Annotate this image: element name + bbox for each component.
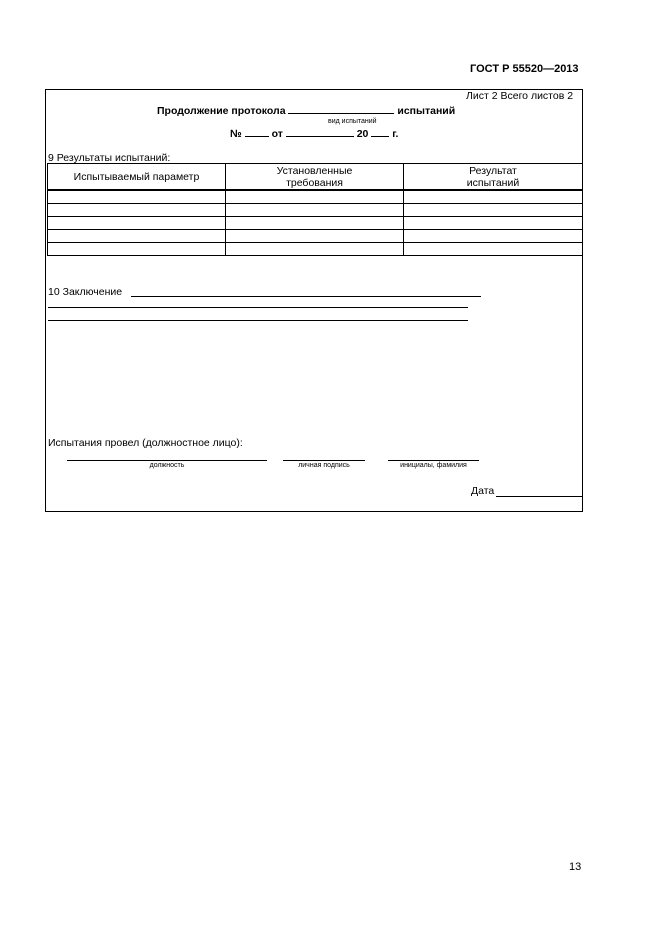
sheet-info: Лист 2 Всего листов 2 [466, 90, 574, 102]
table-cell [226, 230, 404, 243]
header-requirements [226, 164, 404, 191]
name-caption: инициалы, фамилия [400, 462, 467, 469]
date-line [496, 496, 582, 497]
table-cell [226, 243, 404, 256]
conclusion-line-3 [48, 320, 468, 321]
results-section-title: 9 Результаты испытаний: [48, 152, 171, 164]
signature-caption: личная подпись [298, 462, 350, 469]
table-cell [48, 190, 226, 204]
table-cell [404, 204, 583, 217]
header-parameter [48, 164, 226, 191]
header-parameter-label: Испытываемый параметр [73, 170, 200, 183]
tested-by-label: Испытания провел (должностное лицо): [48, 437, 243, 449]
number-blank [245, 126, 269, 137]
table-row [48, 217, 583, 230]
signature-line [283, 460, 365, 461]
conclusion-line-1 [131, 296, 481, 297]
table-row [48, 243, 583, 256]
table-cell [226, 204, 404, 217]
table-cell [226, 217, 404, 230]
date-label: Дата [471, 485, 495, 497]
protocol-title-line [157, 103, 455, 117]
header-result-line1: Результат [469, 164, 517, 177]
year-blank [371, 126, 389, 137]
table-cell [404, 243, 583, 256]
table-row [48, 190, 583, 204]
table-row [48, 204, 583, 217]
table-row [48, 230, 583, 243]
position-caption: должность [149, 462, 185, 469]
name-line [388, 460, 479, 461]
table-cell [404, 190, 583, 204]
year-label: 20 [356, 128, 369, 140]
table-cell [48, 243, 226, 256]
protocol-prefix: Продолжение протокола [157, 105, 286, 117]
protocol-number-line [230, 126, 398, 140]
results-table [47, 163, 583, 256]
position-line [67, 460, 267, 461]
page-number: 13 [569, 861, 582, 873]
header-result-line2: испытаний [466, 176, 520, 189]
test-type-blank [288, 103, 394, 114]
table-cell [48, 204, 226, 217]
number-label: № [230, 128, 242, 140]
test-type-caption: вид испытаний [328, 118, 377, 125]
results-table-header [48, 164, 583, 191]
standard-code: ГОСТ Р 55520—2013 [470, 63, 579, 75]
date-blank [286, 126, 354, 137]
table-cell [226, 190, 404, 204]
header-requirements-line2: требования [286, 176, 343, 189]
table-cell [404, 230, 583, 243]
year-suffix: г. [392, 128, 399, 140]
conclusion-label: 10 Заключение [48, 286, 123, 298]
table-cell [48, 217, 226, 230]
table-cell [48, 230, 226, 243]
header-result [404, 164, 583, 191]
header-requirements-line1: Установленные [276, 164, 353, 177]
from-label: от [271, 128, 283, 140]
protocol-suffix: испытаний [397, 105, 456, 117]
conclusion-line-2 [48, 307, 468, 308]
table-cell [404, 217, 583, 230]
